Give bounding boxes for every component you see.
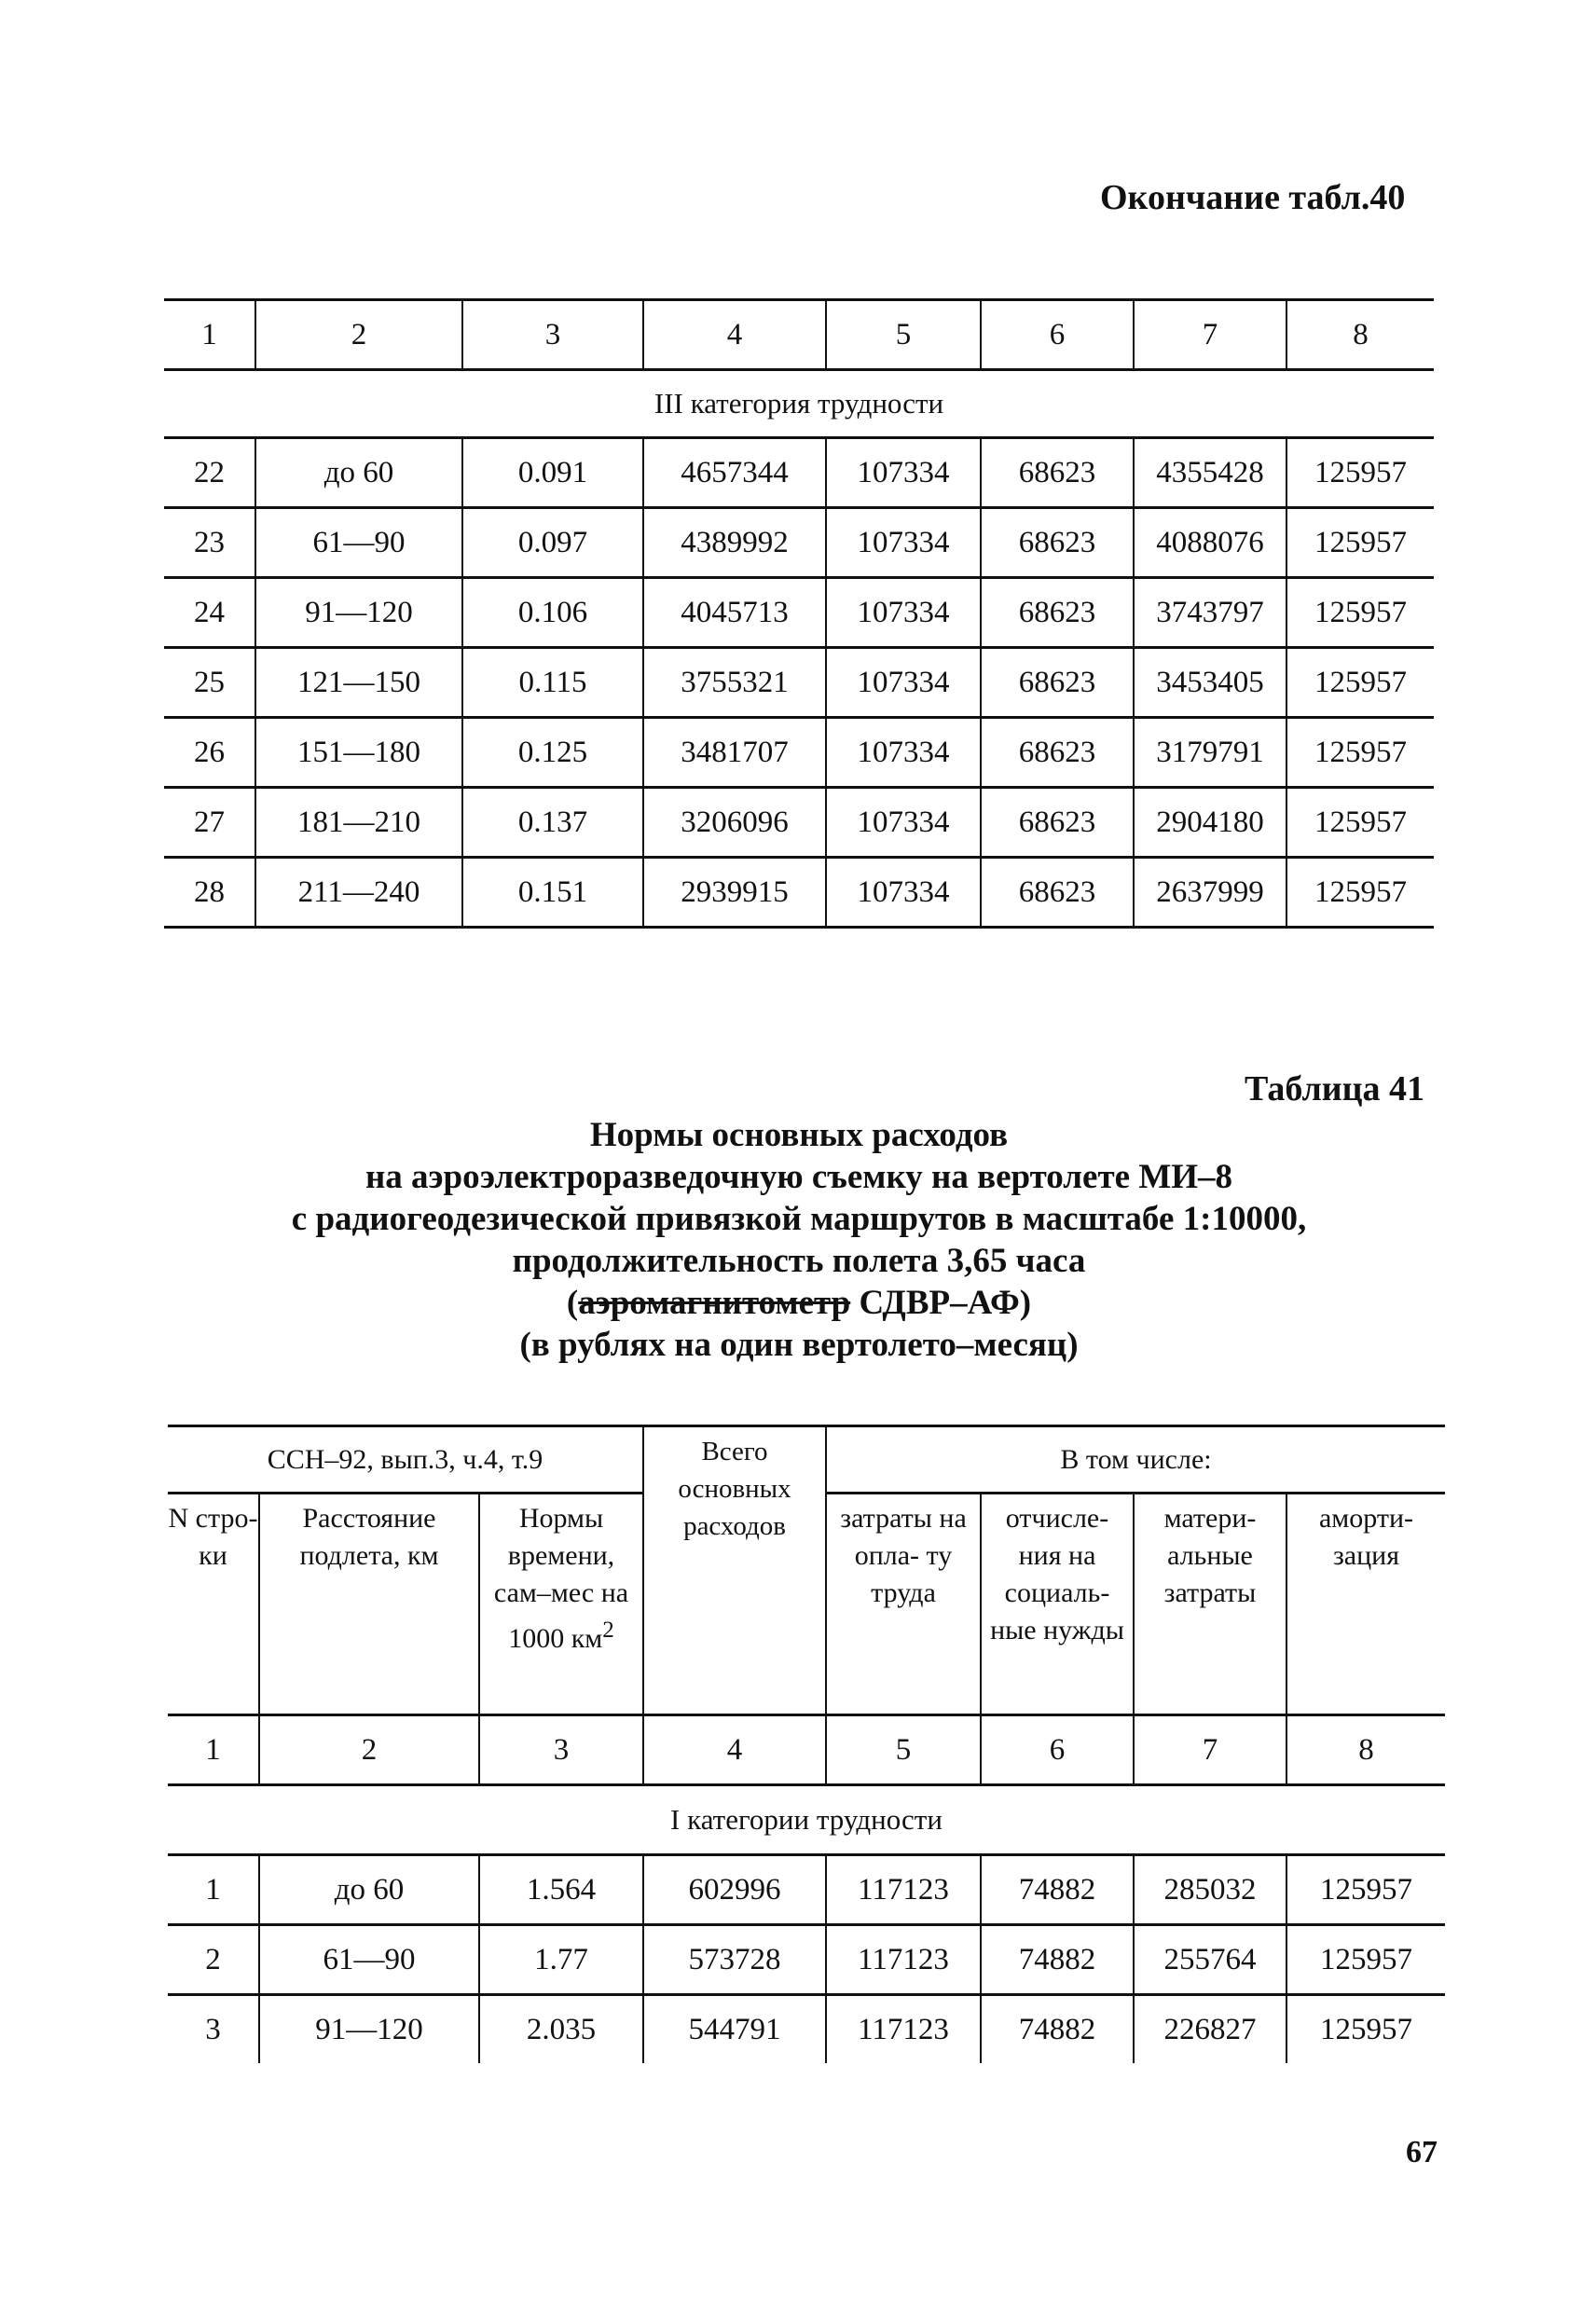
- cell: 602996: [643, 1855, 826, 1925]
- cell: 3206096: [643, 788, 826, 858]
- cell: 117123: [826, 1855, 981, 1925]
- cell: 0.106: [462, 578, 643, 648]
- cell: до 60: [259, 1855, 479, 1925]
- cell: 74882: [981, 1925, 1134, 1995]
- col-number: 8: [1286, 1715, 1445, 1785]
- cell: 107334: [826, 648, 981, 718]
- social-header: отчисле- ния на социаль- ные нужды: [981, 1494, 1134, 1715]
- cell: 107334: [826, 858, 981, 928]
- total-header: Всего основных расходов: [643, 1426, 826, 1715]
- cell: 107334: [826, 578, 981, 648]
- cell: 4355428: [1134, 438, 1286, 508]
- category-label: I категории трудности: [670, 1803, 942, 1836]
- cell: 4389992: [643, 508, 826, 578]
- cell: 68623: [981, 648, 1134, 718]
- cell: 4088076: [1134, 508, 1286, 578]
- distance-header: Расстояние подлета, км: [259, 1494, 479, 1715]
- cell: 117123: [826, 1925, 981, 1995]
- instr-rest: СДВР–АФ): [850, 1284, 1032, 1322]
- col-number: 8: [1286, 300, 1434, 370]
- labor-header: затраты на опла- ту труда: [826, 1494, 981, 1715]
- col-number: 1: [201, 317, 217, 351]
- col-number: 2: [255, 300, 462, 370]
- material-header: матери- альные затраты: [1134, 1494, 1286, 1715]
- cell: 226827: [1134, 1995, 1286, 2064]
- cell: 2637999: [1134, 858, 1286, 928]
- table-40-column-numbers: [164, 300, 1434, 370]
- cell: 22: [194, 455, 225, 489]
- cell: 2.035: [479, 1995, 643, 2064]
- cell: 121—150: [255, 648, 462, 718]
- table-row: [164, 788, 1434, 858]
- cell: 1: [205, 1872, 221, 1907]
- cell: 125957: [1286, 1925, 1445, 1995]
- units-line: (в рублях на один вертолето–месяц): [519, 1326, 1079, 1364]
- cell: 24: [194, 595, 225, 629]
- cell: 107334: [826, 508, 981, 578]
- cell: 125957: [1286, 788, 1434, 858]
- cell: 1.77: [479, 1925, 643, 1995]
- ssn-header: ССН–92, вып.3, ч.4, т.9: [168, 1426, 643, 1494]
- cell: 0.151: [462, 858, 643, 928]
- header-row-1: [168, 1426, 1445, 1494]
- heading-line: на аэроэлектроразведочную съемку на вертолете МИ–8: [365, 1158, 1233, 1196]
- cell: 68623: [981, 578, 1134, 648]
- cell: 61—90: [255, 508, 462, 578]
- cell: 91—120: [259, 1995, 479, 2064]
- instrument-line: [164, 1282, 1434, 1324]
- col-number: 2: [259, 1715, 479, 1785]
- cell: 25: [194, 665, 225, 699]
- cell: 2904180: [1134, 788, 1286, 858]
- cell: 573728: [643, 1925, 826, 1995]
- continuation-title: Окончание табл.40: [1100, 178, 1406, 217]
- cell: 125957: [1286, 508, 1434, 578]
- cell: 2939915: [643, 858, 826, 928]
- cell: 0.115: [462, 648, 643, 718]
- table-row: [168, 1855, 1445, 1925]
- table-40: [164, 298, 1434, 929]
- cell: 0.137: [462, 788, 643, 858]
- cell: 2: [205, 1942, 221, 1976]
- table-row: [164, 718, 1434, 788]
- col-number: 6: [981, 1715, 1134, 1785]
- cell: 117123: [826, 1995, 981, 2064]
- col-number: 4: [643, 1715, 826, 1785]
- col-number: 7: [1134, 300, 1286, 370]
- col-number: 5: [826, 300, 981, 370]
- cell: 544791: [643, 1995, 826, 2064]
- cell: 68623: [981, 858, 1134, 928]
- cell: 125957: [1286, 718, 1434, 788]
- cell: 255764: [1134, 1925, 1286, 1995]
- cell: 3179791: [1134, 718, 1286, 788]
- cell: 4657344: [643, 438, 826, 508]
- cell: 26: [194, 735, 225, 769]
- table-row: [164, 858, 1434, 928]
- cell: 91—120: [255, 578, 462, 648]
- table-41-category-row: [168, 1785, 1445, 1855]
- cell: 3481707: [643, 718, 826, 788]
- col-number: 1: [205, 1732, 221, 1767]
- category-label: III категория трудности: [654, 387, 944, 420]
- cell: 211—240: [255, 858, 462, 928]
- cell: 107334: [826, 438, 981, 508]
- table-41-label: Таблица 41: [1245, 1069, 1425, 1108]
- cell: 28: [194, 874, 225, 909]
- time-norm-header: [479, 1494, 643, 1715]
- cell: до 60: [255, 438, 462, 508]
- table-41-column-numbers: [168, 1715, 1445, 1785]
- cell: 3755321: [643, 648, 826, 718]
- col-number: 6: [981, 300, 1134, 370]
- col-number: 5: [826, 1715, 981, 1785]
- col-number: 7: [1134, 1715, 1286, 1785]
- time-norm-text: Нормы времени, сам–мес на 1000 км: [493, 1503, 629, 1654]
- table-row: [164, 578, 1434, 648]
- cell: 151—180: [255, 718, 462, 788]
- cell: 68623: [981, 718, 1134, 788]
- col-number: 3: [479, 1715, 643, 1785]
- struck-text: аэромагнитометр: [578, 1284, 851, 1322]
- table-row: [168, 1995, 1445, 2064]
- table-40-category-row: [164, 370, 1434, 438]
- cell: 68623: [981, 508, 1134, 578]
- table-41: [168, 1425, 1445, 2063]
- cell: 74882: [981, 1855, 1134, 1925]
- cell: 125957: [1286, 648, 1434, 718]
- heading-line: продолжительность полета 3,65 часа: [512, 1242, 1086, 1280]
- incl-header: В том числе:: [826, 1426, 1445, 1494]
- depreciation-header: аморти- зация: [1286, 1494, 1445, 1715]
- cell: 3743797: [1134, 578, 1286, 648]
- cell: 125957: [1286, 578, 1434, 648]
- cell: 61—90: [259, 1925, 479, 1995]
- cell: 107334: [826, 788, 981, 858]
- cell: 0.097: [462, 508, 643, 578]
- col-number: 3: [462, 300, 643, 370]
- cell: 23: [194, 525, 225, 559]
- cell: 68623: [981, 788, 1134, 858]
- cell: 1.564: [479, 1855, 643, 1925]
- table-41-heading: [164, 1114, 1434, 1366]
- cell: 125957: [1286, 858, 1434, 928]
- col-number: 4: [643, 300, 826, 370]
- cell: 74882: [981, 1995, 1134, 2064]
- table-row: [164, 508, 1434, 578]
- cell: 3: [205, 2012, 221, 2046]
- cell: 68623: [981, 438, 1134, 508]
- heading-line: с радиогеодезической привязкой маршрутов в масштабе 1:10000,: [291, 1200, 1307, 1238]
- cell: 0.125: [462, 718, 643, 788]
- cell: 125957: [1286, 438, 1434, 508]
- table-row: [164, 648, 1434, 718]
- table-row: [168, 1925, 1445, 1995]
- cell: 107334: [826, 718, 981, 788]
- cell: 4045713: [643, 578, 826, 648]
- cell: 0.091: [462, 438, 643, 508]
- cell: 285032: [1134, 1855, 1286, 1925]
- row-number-header: N стро- ки: [168, 1503, 258, 1571]
- heading-line: Нормы основных расходов: [589, 1116, 1009, 1154]
- cell: 125957: [1286, 1855, 1445, 1925]
- cell: 125957: [1286, 1995, 1445, 2064]
- table-row: [164, 438, 1434, 508]
- cell: 181—210: [255, 788, 462, 858]
- cell: 27: [194, 805, 225, 839]
- cell: 3453405: [1134, 648, 1286, 718]
- superscript: 2: [602, 1618, 614, 1643]
- instr-open: (: [566, 1284, 579, 1322]
- page-number: 67: [1406, 2135, 1438, 2169]
